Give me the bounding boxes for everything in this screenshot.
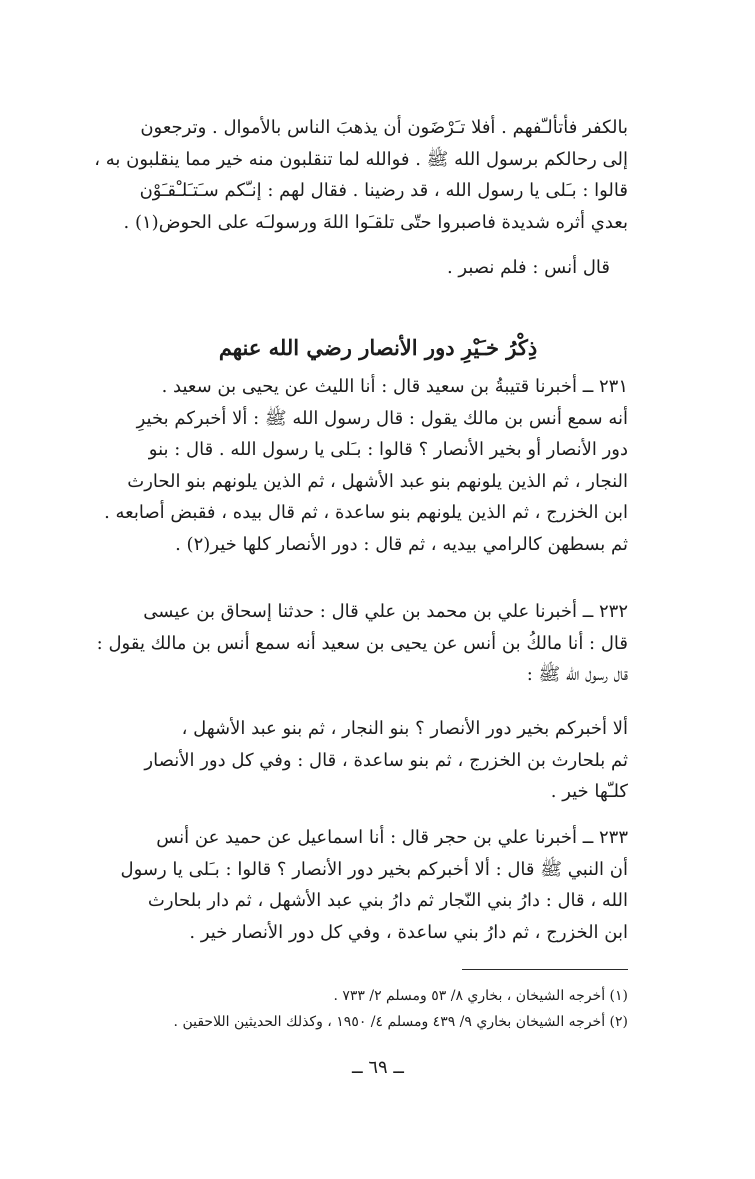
- text-line: ابن الخزرج ، ثم الذين يلونهم بنو ساعدة ، ثم قال بيده ، فقبض أصابعه .: [104, 502, 628, 523]
- text-line: ٢٣١ ــ أخبرنا قتيبةُ بن سعيد قال : أنا الليث عن يحيى بن سعيد .: [161, 376, 628, 397]
- page-number: ــ ٦٩ ــ: [352, 1057, 404, 1078]
- footnote-divider: [462, 969, 628, 970]
- text-line: ألا أخبركم بخير دور الأنصار ؟ بنو النجار ، ثم بنو عبد الأشهل ،: [181, 718, 628, 739]
- text-line: كلـّها خير .: [550, 781, 628, 802]
- intro-paragraph: [94, 112, 628, 238]
- text-line: قال رسول الله ﷺ :: [526, 664, 628, 685]
- text-line: الله ، قال : دارُ بني النّجار ثم دارُ بني عبد الأشهل ، ثم دار بلحارث: [147, 890, 628, 911]
- text-line: أنه سمع أنس بن مالك يقول : قال رسول الله ﷺ : ألا أخبركم بخيرِ: [136, 407, 628, 429]
- text-line: قالوا : بـَلى يا رسول الله ، قد رضينا . فقال لهم : إنـّكم سـَتـَلـْقـَوْن: [139, 180, 628, 201]
- footnotes: [128, 983, 628, 1035]
- anas-saying: [128, 252, 628, 284]
- text-line: قال أنس : فلم نصبر .: [446, 257, 610, 278]
- text-line: إلى رحالكم برسول الله ﷺ . فوالله لما تنقلبون منه خير مما ينقلبون به ،: [94, 148, 628, 170]
- hadith-232-text: [128, 713, 628, 808]
- text-line: ثم بسطهن كالرامي بيديه ، ثم قال : دور الأنصار كلها خير(٢) .: [175, 533, 628, 555]
- text-line: ثم بلحارث بن الخزرج ، ثم بنو ساعدة ، قال : وفي كل دور الأنصار: [144, 749, 628, 771]
- section-heading: ذِكْرُ خـَيْرِ دور الأنصار رضي الله عنهم: [218, 335, 538, 360]
- text-line: ٢٣٢ ــ أخبرنا علي بن محمد بن علي قال : حدثنا إسحاق بن عيسى: [143, 601, 628, 622]
- text-line: أن النبي ﷺ قال : ألا أخبركم بخير دور الأنصار ؟ قالوا : بـَلى يا رسول: [120, 858, 628, 880]
- text-line: بالكفر فأتألـّفهم . أفلا تـَرْضَون أن يذهبَ الناس بالأموال . وترجعون: [140, 117, 628, 138]
- text-line: النجار ، ثم الذين يلونهم بنو عبد الأشهل ، ثم الذين يلونهم بنو الحارث: [127, 470, 628, 492]
- text-line: دور الأنصار أو بخير الأنصار ؟ قالوا : بـَلى يا رسول الله . قال : بنو: [148, 439, 628, 460]
- hadith-232: [96, 596, 628, 691]
- text-line: ٢٣٣ ــ أخبرنا علي بن حجر قال : أنا اسماعيل عن حميد عن أنس: [156, 827, 628, 848]
- footnote-1: (١) أخرجه الشيخان ، بخاري ٨/ ٥٣ ومسلم ٢/ ٧٣٣ .: [333, 988, 628, 1004]
- text-line: ابن الخزرج ، ثم دارُ بني ساعدة ، وفي كل دور الأنصار خير .: [189, 921, 628, 943]
- text-line: قال : أنا مالكُ بن أنس عن يحيى بن سعيد أنه سمع أنس بن مالك يقول :: [96, 632, 628, 654]
- text-line: بعدي أثره شديدة فاصبروا حتّى تلقـَوا اللهَ ورسولـَه على الحوض(١) .: [123, 211, 628, 233]
- hadith-233: [120, 822, 628, 948]
- hadith-231: [104, 371, 628, 560]
- footnote-2: (٢) أخرجه الشيخان بخاري ٩/ ٤٣٩ ومسلم ٤/ ١٩٥٠ ، وكذلك الحديثين اللاحقين .: [173, 1014, 628, 1030]
